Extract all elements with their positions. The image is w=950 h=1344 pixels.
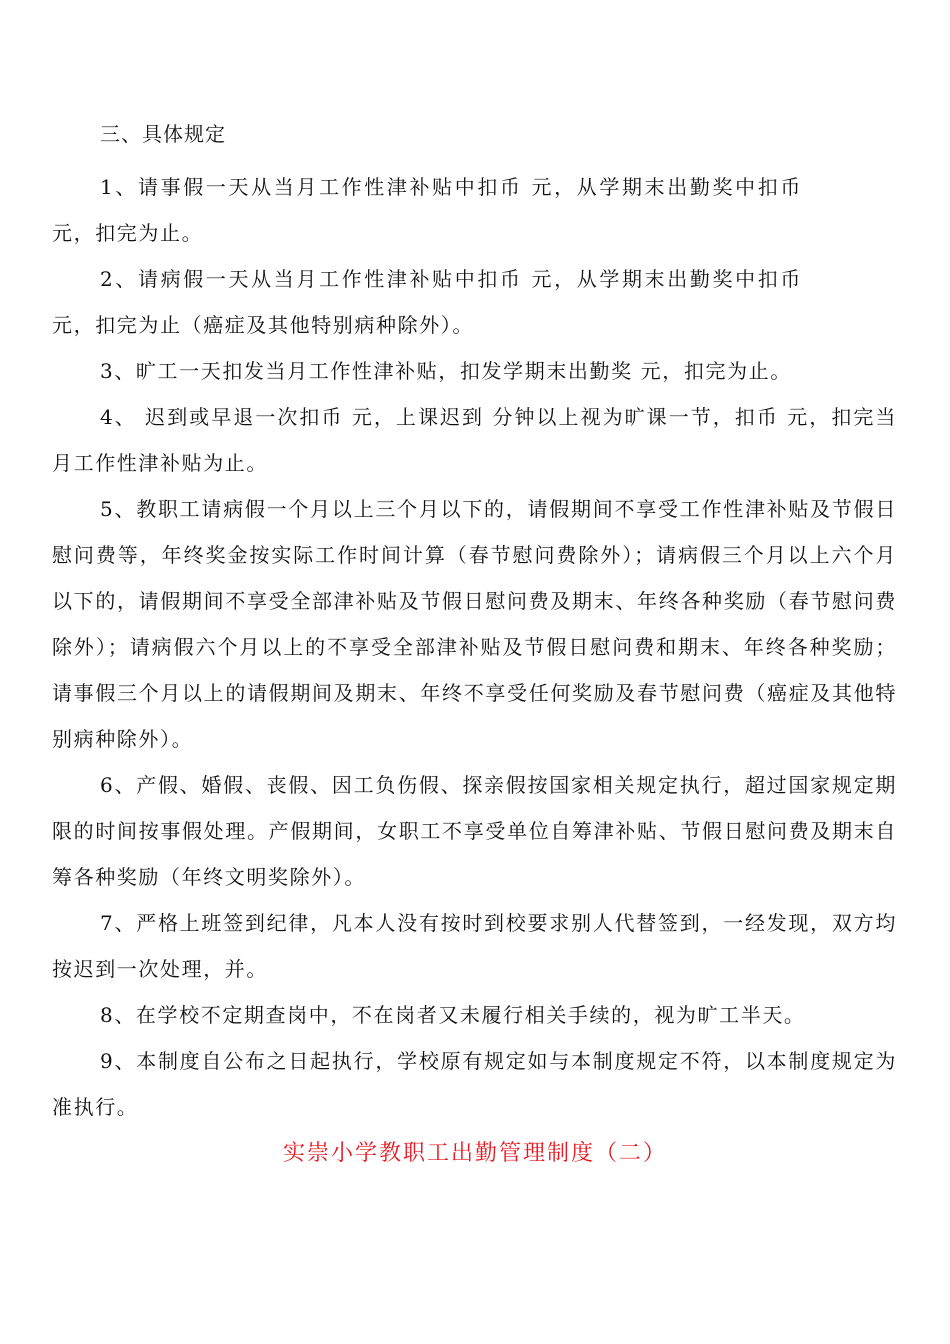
section-heading: 三、具体规定 <box>100 122 226 146</box>
rule-item-7: 7、严格上班签到纪律，凡本人没有按时到校要求别人代替签到，一经发现，双方均按迟到一次处理，并。 <box>52 911 897 981</box>
rule-item-4: 4、 迟到或早退一次扣币 元，上课迟到 分钟以上视为旷课一节，扣币 元，扣完当月工作性津补贴为止。 <box>52 405 897 475</box>
rule-item-1: 1、请事假一天从当月工作性津补贴中扣币 元，从学期末出勤奖中扣币 元，扣完为止。 <box>52 175 802 245</box>
rule-item-3: 3、旷工一天扣发当月工作性津补贴，扣发学期末出勤奖 元，扣完为止。 <box>100 359 792 383</box>
rule-item-8: 8、在学校不定期查岗中，不在岗者又未履行相关手续的，视为旷工半天。 <box>100 1003 806 1027</box>
rule-item-9: 9、本制度自公布之日起执行，学校原有规定如与本制度规定不符，以本制度规定为准执行。 <box>52 1049 897 1119</box>
rule-item-2: 2、请病假一天从当月工作性津补贴中扣币 元，从学期末出勤奖中扣币 元，扣完为止（癌症及其他特别病种除外）。 <box>52 267 802 337</box>
rules-list <box>52 164 897 1130</box>
rule-item-5: 5、教职工请病假一个月以上三个月以下的，请假期间不享受工作性津补贴及节假日慰问费等，年终奖金按实际工作时间计算（春节慰问费除外）；请病假三个月以上六个月以下的，请假期间不享受全部津补贴及节假日慰问费及期末、年终各种奖励（春节慰问费除外）；请病假六个月以上的不享受全部津补贴及节假日慰问费和期末、年终各种奖励；请事假三个月以上的请假期间及期末、年终不享受任何奖励及春节慰问费（癌症及其他特别病种除外）。 <box>52 497 897 751</box>
document-title: 实崇小学教职工出勤管理制度（二） <box>282 1141 667 1166</box>
rule-item-6: 6、产假、婚假、丧假、因工负伤假、探亲假按国家相关规定执行，超过国家规定期限的时间按事假处理。产假期间，女职工不享受单位自筹津补贴、节假日慰问费及期末自筹各种奖励（年终文明奖除外）。 <box>52 773 897 889</box>
